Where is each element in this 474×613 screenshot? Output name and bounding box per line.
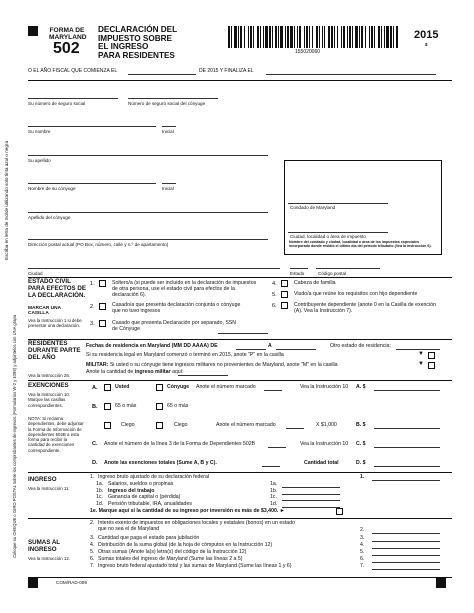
exemption-a-instr: Vea la Instrucción 10 [300, 384, 349, 390]
filing-status-note: Vea la Instrucción 1 si debe presentar una declaración. [28, 318, 82, 329]
filing-opt3-text: Casado que presenta Declaración por separado, SSN de Cónyuge [112, 320, 236, 333]
ink-note: Escriba en letra de molde utilizando solo tinta azul o negra [4, 141, 9, 260]
county-note: Nombre del condado y ciudad, localidad o área de los impuestos especiales incorporado donde residió el último día del período tributario (Vea la Instrucción 6). [289, 240, 432, 249]
title-line4: PARA RESIDENTES [98, 50, 175, 60]
exemptions-note2: NOTA: Si reclama dependientes, debe adjuntar la Forma de Información de dependientes 502B a esta forma para recibir la cantidad de exenciones correspondiente. [28, 416, 84, 453]
barcode-bar [384, 26, 385, 48]
addition-line-ref-2: 4. [360, 542, 365, 548]
addition-line-ref-0: 2. [360, 527, 365, 533]
exemption-c-entry-label: C. $ [356, 441, 366, 447]
barcode-bar [257, 26, 259, 48]
barcode-bar [263, 26, 264, 48]
income-title: INGRESO [28, 476, 57, 483]
ssn-label: Su número de seguro social [28, 101, 86, 106]
barcode-bar [324, 26, 325, 48]
barcode-bar [347, 26, 348, 48]
divider-exemptions [28, 380, 452, 381]
fiscal-year-prefix: O EL AÑO FISCAL QUE COMIENZA EL [28, 68, 118, 74]
addition-line-text-5: Ingreso bruto federal ajustado total y las sumas de Maryland (Sume las líneas 1 y 6) [98, 563, 292, 569]
exemption-b-65b-checkbox[interactable] [156, 403, 163, 410]
barcode-bar [278, 26, 279, 48]
exemption-d-entry-label: D. $ [356, 460, 366, 466]
filing-opt1-text: Soltero/a (si puede ser incluido en la declaración de impuestos de otra persona, use el estado civil para efectos de la declaración 6). [112, 280, 257, 299]
barcode-bar [378, 26, 380, 48]
exemption-c-instr: Vea la Instrucción 10 [300, 441, 349, 447]
first-name-label: Su nombre [28, 129, 51, 134]
exemption-a-you-checkbox[interactable] [104, 384, 111, 391]
income-line-ref-0: 1. [360, 474, 365, 480]
barcode-bar [386, 26, 389, 48]
barcode-bar [328, 26, 330, 48]
exemption-a-text: Anote el número marcado [196, 384, 256, 390]
exemption-b-amount-field[interactable] [374, 422, 440, 429]
divider-top [28, 80, 452, 81]
exemption-a-spouse-checkbox[interactable] [156, 384, 163, 391]
military-amount-bold: ingreso militar [134, 369, 171, 375]
addition-line-text-3: Otras sumas (Anote la(s) letra(s) del código de la Instrucción 12) [98, 549, 247, 555]
income-line-text-4: Pensión tributable, IRA, anualidades [108, 501, 192, 508]
filing-opt4-checkbox[interactable] [281, 280, 288, 287]
tax-year: 2015 [414, 29, 439, 41]
addition-line-field-0[interactable] [372, 527, 440, 534]
residency-p-box[interactable] [428, 352, 435, 359]
barcode-bar [244, 26, 245, 48]
exemption-b-entry-label: B. $ [356, 422, 366, 428]
barcode-bar [355, 26, 358, 48]
addition-line-num-4: 6. [90, 556, 95, 562]
divider-filing [28, 277, 452, 278]
barcode-bar [272, 26, 273, 48]
filing-opt5-text: Viudo/a que reúne los requisitos con hijo dependiente [294, 291, 418, 297]
last-name-label: Su apellido [28, 158, 51, 163]
income-1e-text: Marque aquí si la cantidad de su ingreso por inversión es más de $3,400. [98, 508, 279, 514]
residency-p-arrow-icon: ▼ [418, 351, 424, 357]
income-note: Vea la Instrucción 11. [28, 486, 70, 491]
addition-line-num-2: 4. [90, 542, 95, 548]
barcode-bar [228, 26, 230, 48]
barcode [228, 26, 398, 48]
form-label [49, 27, 85, 41]
spouse-ssn-field[interactable] [128, 98, 218, 99]
filing-opt6-num: 6. [272, 303, 277, 309]
spouse-last-label: Apellido del cónyuge [28, 215, 71, 220]
county-label: Condado de Maryland [290, 205, 336, 210]
filing-opt5-num: 5. [272, 292, 277, 298]
addition-line-field-4[interactable] [372, 556, 440, 563]
military-text: Si usted o su cónyuge tiene ingresos militares no provenientes de Maryland, anote "M" en la casilla [108, 362, 338, 368]
corner-mark-bottom-left [28, 578, 38, 588]
barcode-bar [231, 26, 232, 48]
additions-title: SUMAS AL INGRESO [28, 539, 60, 553]
income-line-ref-3: 1c. [270, 494, 277, 501]
barcode-bar [238, 26, 239, 48]
last-name-field[interactable] [28, 155, 268, 156]
barcode-bar [316, 26, 318, 48]
exemptions-note1: Vea la Instrucción 10. Marque las casillas correspondientes. [28, 392, 70, 408]
filing-opt4-text: Cabeza de familia [294, 280, 336, 286]
zip-label: Código postal [318, 271, 347, 276]
income-1e-arrow-icon: ► [279, 508, 285, 514]
income-1e-checkbox[interactable] [336, 508, 343, 515]
barcode-bar [331, 26, 333, 48]
exemption-a-entry-label: A. $ [356, 384, 366, 390]
barcode-bar [374, 26, 375, 48]
divider-bottom [28, 577, 452, 578]
military-label: MILITAR: [86, 362, 109, 368]
city-field[interactable] [28, 268, 280, 269]
residency-other-state-field[interactable] [396, 349, 440, 350]
addition-line-ref-3: 5. [360, 549, 365, 555]
barcode-bar [396, 26, 398, 48]
barcode-bar [319, 26, 320, 48]
income-line-field-4[interactable] [282, 501, 340, 508]
form-label-line2: MARYLAND [49, 34, 87, 41]
barcode-bar [365, 26, 366, 48]
city-town-label: Ciudad, localidad o área de impuesto [290, 234, 366, 239]
barcode-bar [361, 26, 363, 48]
title-line3: EL INGRESO [98, 42, 149, 52]
residency-from-field[interactable] [236, 349, 266, 350]
residency-other-state-label: Otro estado de residencia: [330, 343, 391, 349]
filing-opt2-checkbox[interactable] [99, 303, 106, 310]
barcode-bar [234, 26, 237, 48]
barcode-bar [371, 26, 373, 48]
addition-line-field-1[interactable] [372, 535, 440, 542]
spouse-initial-field[interactable] [162, 183, 176, 184]
divider-income [28, 472, 452, 473]
form-code: COM/RAD-009 [56, 580, 87, 585]
military-m-box[interactable] [428, 362, 435, 369]
exemption-d-count-field[interactable] [262, 460, 280, 467]
exemption-a-spouse-label: Cónyuge [167, 384, 190, 390]
corner-mark-top-left [28, 26, 38, 36]
residency-to-label: A [268, 343, 272, 349]
barcode-bar [312, 26, 313, 48]
exemption-a-label: A. [92, 385, 98, 391]
exemption-d-entry-letter: D. [356, 460, 362, 466]
exemption-a-entry-letter: A. [356, 384, 362, 390]
spouse-last-field[interactable] [28, 212, 268, 213]
addition-line-field-2[interactable] [372, 542, 440, 549]
barcode-bar [253, 26, 254, 48]
filing-spouse-ssn-field[interactable] [218, 333, 268, 334]
residency-line2: Si su residencia legal en Maryland comenzó o terminó en 2015, anote "P" en la casilla [86, 352, 284, 358]
barcode-bar [240, 26, 242, 48]
exemption-b-65a-checkbox[interactable] [104, 403, 111, 410]
exemption-c-amount-field[interactable] [374, 441, 440, 448]
corner-mark-bottom-right [436, 578, 446, 588]
barcode-bar [248, 26, 249, 48]
exemption-b-mult: X $1,000 [316, 422, 337, 428]
exemption-b-65b-label: 65 o más [167, 403, 189, 409]
income-line-field-0[interactable] [372, 474, 440, 481]
addition-line-text-0: Interés exento de impuestos en obligaciones locales y estatales (bonos) en un estado que no sea el de Maryland [98, 520, 295, 533]
residency-to-field[interactable] [276, 349, 316, 350]
barcode-bar [381, 26, 382, 48]
barcode-bar [343, 26, 345, 48]
county-field[interactable] [288, 203, 388, 204]
exemption-c-label: C. [92, 441, 98, 447]
filing-opt3-num: 3. [90, 321, 95, 327]
first-name-field[interactable] [28, 126, 156, 127]
addition-line-field-3[interactable] [372, 549, 440, 556]
barcode-bar [393, 26, 394, 48]
income-line-2: 1b. [96, 487, 104, 494]
check-note: Coloque su CHEQUE o GIRO POSTAL sobre los comprobantes de ingresos (Formularios W-2 y 1099) y adjúntelos con UNA grapa [12, 314, 17, 558]
exemption-b-label: B. [92, 404, 98, 410]
addition-line-text-4: Sumas totales del ingreso de Maryland (Sume las líneas 2 a 5) [98, 556, 243, 562]
income-line-4: 1d. [96, 501, 104, 508]
barcode-bar [359, 26, 360, 48]
addition-line-field-5[interactable] [372, 563, 440, 570]
residency-title: RESIDENTES DURANTE PARTE DEL AÑO [28, 340, 81, 361]
income-line-text-1: Salarios, sueldos o propinas [108, 480, 174, 487]
city-label: Ciudad [28, 271, 43, 276]
initial-field[interactable] [162, 126, 176, 127]
filing-opt3-checkbox[interactable] [99, 320, 106, 327]
exemption-b-count-field[interactable] [286, 422, 304, 429]
spouse-name-label: Nombre de su cónyuge [28, 186, 76, 191]
exemption-c-count-field[interactable] [268, 441, 286, 448]
spouse-ssn-label: Número de seguro social del cónyuge [128, 101, 206, 106]
filing-opt6-checkbox[interactable] [281, 302, 288, 309]
exemption-a-you-label: Usted [115, 384, 130, 390]
income-line-text-2: Ingreso del trabajo [108, 487, 155, 494]
filing-opt6-text: Contribuyente dependiente (anote 0 en la Casilla de exención (A). Vea la Instrucción 7). [294, 302, 436, 315]
residency-line3 [86, 362, 338, 368]
barcode-bar [250, 26, 252, 48]
filing-opt2-text: Casado/a que presenta declaración conjunta o cónyuge que no tuvo ingresos [112, 302, 241, 315]
income-line-1: 1a. [96, 480, 104, 487]
exemption-c-entry-letter: C. [356, 441, 362, 447]
filing-opt5-checkbox[interactable] [281, 291, 288, 298]
barcode-bar [265, 26, 268, 48]
exemption-b-65a-label: 65 o más [115, 403, 137, 409]
addition-line-text-2: Distribución de la suma global (de la hoja de cómputos en la Instrucción 12) [98, 542, 273, 548]
state-field[interactable] [290, 268, 308, 269]
address-field[interactable] [28, 239, 268, 240]
barcode-bar [287, 26, 289, 48]
exemption-d-amount-field[interactable] [374, 460, 440, 467]
exemptions-title: EXENCIONES [28, 382, 69, 389]
title-line2: IMPUESTO SOBRE [98, 33, 173, 43]
title-line1: DECLARACIÓN DEL [98, 25, 178, 34]
spouse-initial-label: Inicial [162, 186, 174, 191]
income-1e-line [90, 508, 285, 514]
state-label: Estado [290, 271, 305, 276]
exemption-b-text: Anote el número marcado [216, 422, 276, 428]
addition-line-num-5: 7. [90, 563, 95, 569]
ssn-field[interactable] [28, 98, 118, 99]
additions-note: Vea la Instrucción 12. [28, 556, 70, 561]
barcode-bar [334, 26, 335, 48]
exemption-b-blind-b-label: Ciego [174, 422, 188, 428]
income-line-0: 1. [90, 474, 95, 480]
income-line-text-3: Ganancia de capital o (pérdida) [108, 494, 181, 501]
dollar-mark: $ [425, 42, 428, 47]
barcode-bar [299, 26, 301, 48]
filing-opt1-checkbox[interactable] [99, 280, 106, 287]
exemption-a-count-field[interactable] [264, 384, 282, 391]
barcode-bar [285, 26, 286, 48]
fiscal-start-field[interactable] [128, 74, 196, 75]
exemption-d-label: D. [92, 460, 98, 466]
barcode-bar [275, 26, 277, 48]
filing-opt4-num: 4. [272, 281, 277, 287]
barcode-bar [337, 26, 338, 48]
zip-field[interactable] [316, 268, 380, 269]
income-line-ref-1: 1a. [270, 480, 278, 487]
barcode-bar [369, 26, 370, 48]
exemption-d-total-label: Cantidad total [304, 460, 339, 466]
barcode-bar [306, 26, 308, 48]
exemption-a-amount-field[interactable] [374, 384, 440, 391]
exemption-d-text: Anote las exenciones totales (Sume A, B y C). [104, 460, 217, 466]
barcode-bar [297, 26, 298, 48]
form-title [98, 26, 177, 60]
income-1e-num: 1e. [90, 508, 98, 514]
income-line-text-0: Ingreso bruto ajustado de su declaración federal [98, 474, 210, 480]
filing-opt2-num: 2. [90, 304, 95, 310]
barcode-bar [280, 26, 283, 48]
addition-line-num-3: 5. [90, 549, 95, 555]
address-label: Dirección postal actual (PO Box, número, calle y n.º de apartamento) [28, 242, 169, 247]
military-amount-field[interactable] [178, 375, 228, 376]
divider-additions [28, 518, 452, 519]
military-amount-line [86, 369, 184, 375]
income-line-ref-4: 1d. [270, 501, 278, 508]
filing-status-title: ESTADO CIVIL PARA EFECTOS DE LA DECLARACIÓN. [28, 278, 86, 299]
income-line-3: 1c. [96, 494, 103, 501]
form-label-line1: FORMA DE [49, 27, 85, 34]
exemption-c-text: Anote el número de la línea 3 de la Forma de Dependientes 502B [104, 441, 256, 447]
barcode-bar [352, 26, 353, 48]
spouse-name-field[interactable] [28, 183, 156, 184]
income-line-ref-2: 1b. [270, 487, 278, 494]
addition-line-ref-1: 3. [360, 535, 365, 541]
fiscal-year-mid: DE 2015 Y FINALIZA EL [199, 68, 254, 74]
form-number: 502 [53, 40, 80, 57]
barcode-bar [260, 26, 261, 48]
barcode-bar [269, 26, 271, 48]
addition-line-text-1: Cantidad que paga el estado para jubilación [98, 535, 200, 541]
military-amount-suffix: aquí: [171, 369, 184, 375]
filing-status-subtitle: MARCAR UNA CASILLA [28, 306, 61, 317]
filing-opt1-num: 1. [90, 281, 95, 287]
barcode-bar [309, 26, 310, 48]
residency-line1: Fechas de residencia en Maryland (MM DD AAAA) DE [86, 343, 218, 349]
exemption-b-blind-a-checkbox[interactable] [104, 422, 111, 429]
barcode-bar [304, 26, 305, 48]
barcode-bar [294, 26, 295, 48]
military-amount-prefix: Anote la cantidad de [86, 369, 134, 375]
addition-line-ref-5: 7. [360, 563, 365, 569]
exemption-b-blind-b-checkbox[interactable] [156, 422, 163, 429]
addition-line-num-1: 3. [90, 535, 95, 541]
addition-line-ref-4: 6. [360, 556, 365, 562]
initial-label: Inicial [162, 129, 174, 134]
residency-note: Vea la Instrucción 26. [28, 373, 70, 378]
addition-line-num-0: 2. [90, 520, 95, 526]
fiscal-end-field[interactable] [266, 74, 436, 75]
barcode-number: 155020060 [295, 49, 321, 55]
exemption-b-blind-a-label: Ciego [121, 422, 135, 428]
barcode-bar [349, 26, 351, 48]
barcode-bar [290, 26, 293, 48]
barcode-bar [322, 26, 323, 48]
barcode-bar [341, 26, 342, 48]
divider-residency [28, 339, 452, 340]
military-m-arrow-icon: ▼ [418, 361, 424, 367]
exemption-b-entry-letter: B. [356, 422, 362, 428]
barcode-bar [390, 26, 392, 48]
city-town-field[interactable] [288, 232, 388, 233]
